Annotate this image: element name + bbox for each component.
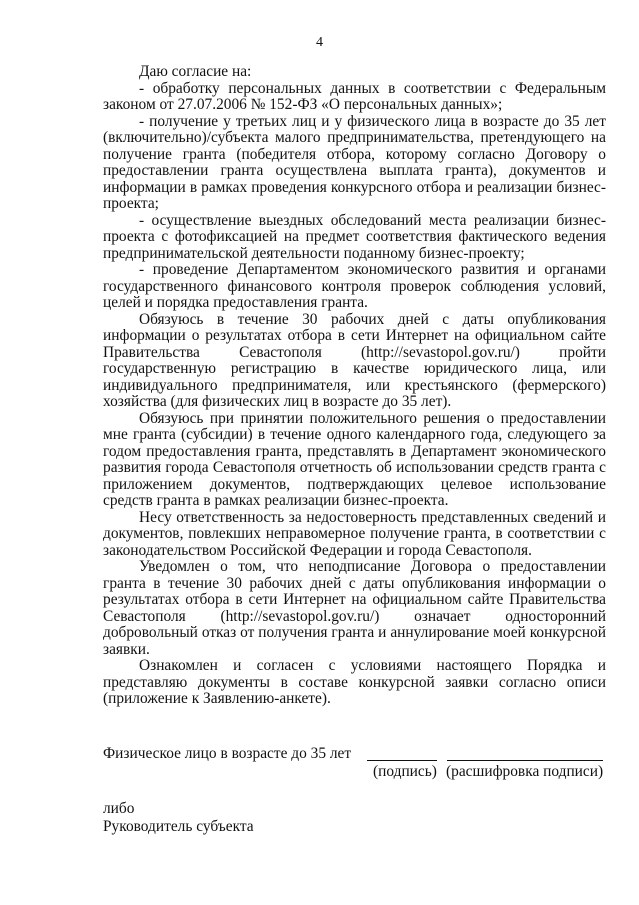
consent-item-third-party-info: - получение у третьих лиц и у физического лица в возрасте до 35 лет (включительно)/субъекта малого предпринимательства, претендующего на получение гранта (победителя отбора, которому согласно Договору о предоставлении гранта осуществлена выплата гранта), документов и информации в рамках проведения конкурсного отбора и реализации бизнес-проекта; xyxy=(103,112,606,212)
signature-decoding-line xyxy=(447,760,603,761)
signatory-label: Физическое лицо в возрасте до 35 лет xyxy=(103,745,352,762)
alternative-separator: либо xyxy=(103,800,135,817)
consent-item-personal-data: - обработку персональных данных в соответствии с Федеральным законом от 27.07.2006 № 152-ФЗ «О персональных данных»; xyxy=(103,79,606,113)
consent-item-audits: - проведение Департаментом экономического развития и органами государственного финансового контроля проверок соблюдения условий, целей и порядка предоставления гранта. xyxy=(103,261,606,311)
obligation-registration: Обязуюсь в течение 30 рабочих дней с даты опубликования информации о результатах отбора в сети Интернет на официальном сайте Правительства Севастополя (http://sevastopol.gov.ru/) пройти государственную регистрацию в качестве юридического лица, или индивидуального предпринимателя, или крестьянского (фермерского) хозяйства (для физических лиц в возрасте до 35 лет). xyxy=(103,310,606,410)
acknowledgement-statement: Ознакомлен и согласен с условиями настоящего Порядка и представляю документы в составе конкурсной заявки согласно описи (приложение к Заявлению-анкете). xyxy=(103,657,606,707)
obligation-reporting: Обязуюсь при принятии положительного решения о предоставлении мне гранта (субсидии) в течение одного календарного года, следующего за годом предоставления гранта, представлять в Департамент экономического развития города Севастополя отчетность об использовании средств гранта с приложением документов, подтверждающих целевое использование средств гранта в рамках реализации бизнес-проекта. xyxy=(103,409,606,509)
notification-statement: Уведомлен о том, что неподписание Договора о предоставлении гранта в течение 30 рабочих дней с даты опубликования информации о результатах отбора в сети Интернет на официальном сайте Правительства Севастополя (http://sevastopol.gov.ru/) означает односторонний добровольный отказ от получения гранта и аннулирование моей конкурсной заявки. xyxy=(103,558,606,658)
consent-intro: Даю согласие на: xyxy=(139,63,252,80)
signature-caption: (подпись) xyxy=(373,763,437,780)
signature-line xyxy=(367,760,437,761)
liability-statement: Несу ответственность за недостоверность представленных сведений и документов, повлекших неправомерное получение гранта, в соответствии с законодательством Российской Федерации и города Севастополя. xyxy=(103,508,606,559)
consent-item-site-inspections: - осуществление выездных обследований места реализации бизнес-проекта с фотофиксацией на предмет соответствия фактического ведения предпринимательской деятельности поданному бизнес-проекту; xyxy=(103,211,606,262)
entity-head-label: Руководитель субъекта xyxy=(103,818,254,835)
page-number: 4 xyxy=(316,35,323,50)
signature-decoding-caption: (расшифровка подписи) xyxy=(446,763,604,780)
consent-body xyxy=(103,64,606,708)
